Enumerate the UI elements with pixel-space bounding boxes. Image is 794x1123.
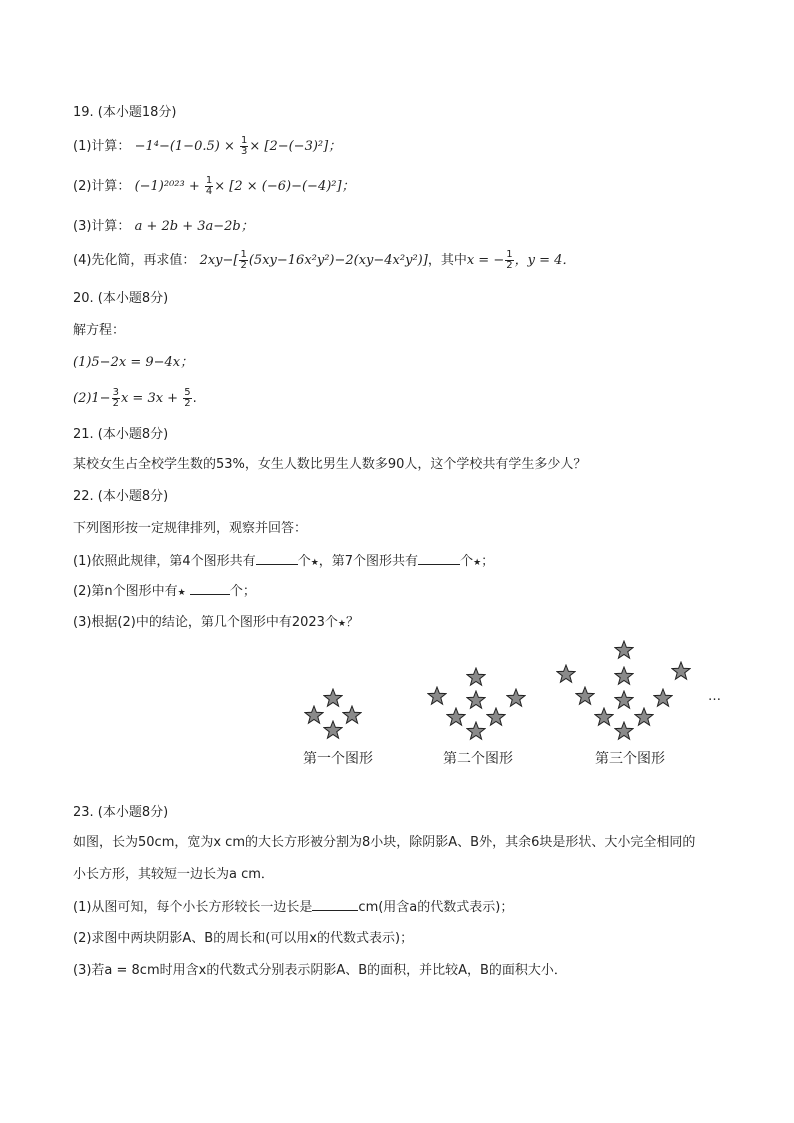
q19-p4-mid: ，其中 [427,253,467,268]
star-icon [342,705,362,725]
q20-p2-fraction2: $\frac{5}{2}$ [184,387,191,409]
star-icon [614,690,634,710]
q20-p2-fraction1: $\frac{3}{2}$ [112,387,119,409]
q19-part2 [73,176,355,197]
q20-p2-a: (2)1− [73,391,111,406]
q19-p4-expr: 2xy−[ [199,253,239,268]
q19-p1-expr: −1⁴−(1−0.5) × [134,139,239,154]
q20-intro: 解方程： [73,323,126,338]
q20-part1: (1)5−2x = 9−4x； [73,355,194,370]
q23-part2: (2)求图中两块阴影A、B的周长和(可以用x的代数式表示)； [73,931,414,946]
star-icon [304,705,324,725]
q21-header: 21. (本小题8分) [73,427,169,442]
q19-p4-label: (4)先化简，再求值： [73,253,196,268]
ellipsis: … [708,689,721,704]
star-icon [466,667,486,687]
star-icon [466,690,486,710]
answer-blank[interactable] [190,582,230,595]
q20-part2 [73,388,197,409]
star-icon [323,720,343,740]
star-icon [446,707,466,727]
q19-p3-label: (3)计算： [73,219,131,234]
q22-p2-b: 个； [229,584,256,599]
star-icon [323,688,343,708]
star-icon [653,688,673,708]
q23-part1 [73,898,513,917]
q19-p4-xeq: x = − [466,253,505,268]
q19-p2-fraction: $\frac{1}{4}$ [205,175,213,197]
q20-p2-c: . [192,391,197,406]
star-icon [671,661,691,681]
q22-intro: 下列图形按一定规律排列，观察并回答： [73,521,308,536]
star-icon [614,666,634,686]
star-icon [614,640,634,660]
q22-p1-a: (1)依照此规律，第4个图形共有 [73,554,256,569]
q23-p1-b: cm(用含a的代数式表示)； [358,900,514,915]
q20-p2-b: x = 3x + [120,391,183,406]
figure-caption-2: 第二个图形 [443,751,513,767]
star-icon [614,721,634,741]
star-icon [486,707,506,727]
star-icon [506,688,526,708]
q20-header: 20. (本小题8分) [73,291,169,306]
q19-p2-expr: (−1)²⁰²³ + [134,179,204,194]
q22-p3-b: ？ [346,615,360,630]
q22-part3 [73,614,359,633]
q19-p4-fraction: $\frac{1}{2}$ [240,249,247,271]
q19-header: 19. (本小题18分) [73,105,177,120]
q19-part4 [73,250,575,271]
q23-header: 23. (本小题8分) [73,805,169,820]
q22-p1-e: ； [481,554,495,569]
q22-part2 [73,582,256,602]
answer-blank[interactable] [312,898,358,911]
q21-text: 某校女生占全校学生数的53%，女生人数比男生人数多90人，这个学校共有学生多少人？ [73,457,587,472]
q23-p1-a: (1)从图可知，每个小长方形较长一边长是 [73,900,313,915]
star-icon [427,686,447,706]
q19-p1-fraction: $\frac{1}{3}$ [240,135,248,157]
star-icon: ★ [473,558,482,568]
q23-line2: 小长方形，其较短一边长为a cm． [73,867,274,882]
star-icon [575,686,595,706]
answer-blank[interactable] [418,552,460,565]
q19-p4-yeq: ，y = 4． [514,253,576,268]
q19-p2-label: (2)计算： [73,179,131,194]
star-icon: ★ [337,619,346,629]
star-icon [466,721,486,741]
q19-p2-expr2: × [2 × (−6)−(−4)²]； [214,179,355,194]
q19-p4-x-fraction: $\frac{1}{2}$ [506,249,513,271]
answer-blank[interactable] [256,552,298,565]
q19-part3 [73,218,254,236]
star-icon [634,707,654,727]
star-icon: ★ [310,558,319,568]
q22-header: 22. (本小题8分) [73,489,169,504]
star-icon: ★ [177,588,186,598]
q19-p3-expr: a + 2b + 3a−2b； [134,219,254,234]
q22-p1-d: 个 [460,554,474,569]
q23-line1: 如图，长为50cm，宽为x cm的大长方形被分割为8小块，除阴影A、B外，其余6块是形状、大小完全相同的 [73,835,696,850]
q19-p1-label: (1)计算： [73,139,131,154]
q19-part1 [73,136,341,157]
q22-p2-a: (2)第n个图形中有 [73,584,178,599]
star-icon [594,707,614,727]
q19-p1-expr2: × [2−(−3)²]； [249,139,342,154]
q22-p1-c: ，第7个图形共有 [318,554,419,569]
q22-p3-a: (3)根据(2)中的结论，第几个图形中有2023个 [73,615,338,630]
figure-caption-1: 第一个图形 [303,751,373,767]
q22-part1 [73,552,494,572]
q19-p4-expr2: (5xy−16x²y²)−2(xy−4x²y²)] [248,253,428,268]
q22-p1-b: 个 [297,554,311,569]
figure-caption-3: 第三个图形 [595,751,665,767]
q23-part3: (3)若a = 8cm时用含x的代数式分别表示阴影A、B的面积，并比较A，B的面积大小． [73,963,567,978]
star-icon [556,664,576,684]
